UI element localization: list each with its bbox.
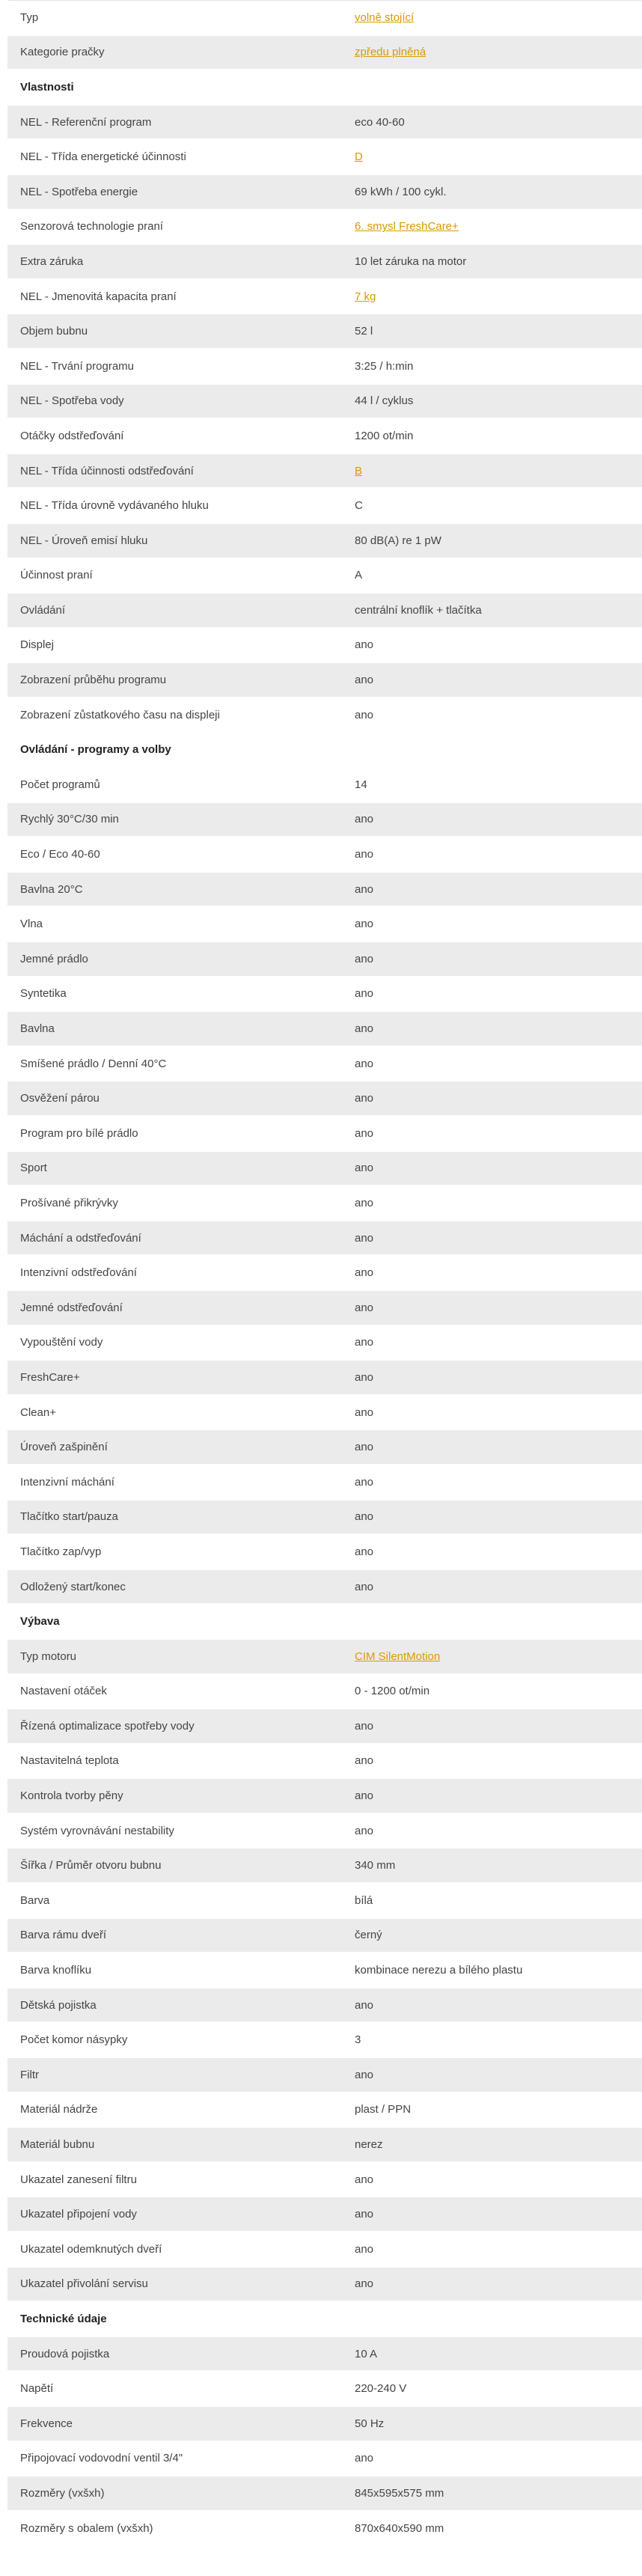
spec-value: 1200 ot/min [355,429,414,442]
spec-value: ano [355,1510,374,1524]
section-title: Technické údaje [20,2312,107,2325]
spec-label: Bavlna [20,1022,55,1036]
spec-value-link[interactable]: CIM SilentMotion [355,1649,441,1663]
spec-row [7,1814,642,1849]
spec-value [343,220,642,233]
spec-label: NEL - Třída energetické účinnosti [20,150,186,164]
spec-row [7,1570,642,1605]
spec-value: bílá [355,1893,373,1907]
spec-label: NEL - Trvání programu [20,359,134,373]
spec-label: Ukazatel zanesení filtru [20,2173,137,2186]
spec-value: 14 [355,778,367,791]
spec-row [7,559,642,594]
spec-row [7,2232,642,2268]
spec-row [7,1779,642,1814]
section-title: Výbava [20,1615,60,1629]
spec-label: Počet programů [20,778,100,791]
spec-label: Extra záruka [20,254,84,268]
spec-label: Prošívané přikrývky [20,1196,118,1209]
spec-row [7,2337,642,2372]
spec-row [7,1012,642,1047]
spec-row [7,1,642,36]
spec-value: ano [355,674,374,687]
spec-value: 69 kWh / 100 cykl. [355,185,447,198]
spec-row [7,2197,642,2232]
spec-label: Rychlý 30°C/30 min [20,813,119,826]
spec-label: Program pro bílé prádlo [20,1126,138,1140]
spec-value: 3 [355,2033,361,2047]
spec-row [7,2512,642,2547]
spec-row [7,663,642,698]
spec-label: Proudová pojistka [20,2347,110,2360]
spec-value [343,150,642,163]
spec-label: Kontrola tvorby pěny [20,1789,123,1803]
spec-label: Intenzivní odstřeďování [20,1266,137,1280]
spec-label: Frekvence [20,2417,73,2430]
spec-label: Barva [20,1893,50,1907]
spec-label: Rozměry (vxšxh) [20,2486,105,2500]
spec-value: A [355,569,363,582]
spec-value: ano [355,1092,374,1105]
spec-value [343,465,642,477]
spec-value: ano [355,2208,374,2221]
spec-row [7,1465,642,1501]
spec-row [7,2093,642,2128]
spec-label: Zobrazení průběhu programu [20,674,167,687]
spec-row [7,419,642,454]
spec-label: Smíšené prádlo / Denní 40°C [20,1057,167,1070]
spec-row [7,2023,642,2058]
spec-value-link[interactable]: D [355,150,363,164]
spec-value: ano [355,1162,374,1175]
spec-row [7,1501,642,1536]
spec-row [7,1953,642,1989]
spec-row [7,1640,642,1675]
spec-label: FreshCare+ [20,1370,80,1384]
spec-value [343,11,642,24]
spec-value-link[interactable]: 7 kg [355,290,376,303]
spec-value: ano [355,1475,374,1489]
spec-label: NEL - Úroveň emisí hluku [20,534,148,547]
spec-label: Typ [20,10,39,24]
spec-value: ano [355,1545,374,1558]
spec-label: Materiál bubnu [20,2138,95,2152]
spec-row [7,524,642,559]
spec-label: Tlačítko start/pauza [20,1510,118,1524]
spec-row [7,1430,642,1465]
spec-label: Kategorie pračky [20,46,105,59]
spec-label: Účinnost praní [20,569,93,582]
spec-row [7,489,642,524]
spec-value: ano [355,1580,374,1593]
spec-label: Máchání a odstřeďování [20,1231,141,1245]
spec-label: Materiál nádrže [20,2103,98,2116]
spec-label: Jemné odstřeďování [20,1301,123,1314]
spec-row [7,280,642,315]
spec-value: ano [355,1824,374,1837]
spec-value: ano [355,1789,374,1803]
spec-row [7,1047,642,1082]
spec-row [7,106,642,141]
spec-row [7,873,642,908]
spec-row [7,2407,642,2442]
spec-label: Systém vyrovnávání nestability [20,1824,174,1837]
spec-row [7,140,642,175]
spec-value: ano [355,848,374,861]
spec-label: NEL - Jmenovitá kapacita praní [20,290,177,303]
section-title: Ovládání - programy a volby [20,743,171,757]
spec-value: C [355,499,363,513]
spec-value: ano [355,708,374,721]
spec-label: NEL - Třída úrovně vydávaného hluku [20,499,209,513]
spec-value: centrální knoflík + tlačítka [355,603,482,617]
spec-label: Odložený start/konec [20,1580,126,1593]
spec-value: ano [355,2452,374,2465]
spec-value: 845x595x575 mm [355,2486,444,2500]
spec-row [7,1256,642,1291]
spec-label: Nastavitelná teplota [20,1754,119,1768]
spec-label: NEL - Třída účinnosti odstřeďování [20,464,194,477]
spec-label: Jemné prádlo [20,952,88,965]
spec-value: ano [355,1405,374,1419]
spec-label: Napětí [20,2382,54,2396]
spec-label: Tlačítko zap/vyp [20,1545,102,1558]
spec-value: ano [355,2173,374,2186]
spec-value: ano [355,1057,374,1070]
spec-label: Ukazatel odemknutých dveří [20,2242,162,2256]
spec-value: 870x640x590 mm [355,2521,444,2535]
spec-value: ano [355,1126,374,1140]
spec-row [7,698,642,733]
spec-label: Senzorová technologie praní [20,220,163,234]
spec-row [7,593,642,629]
spec-row [7,1919,642,1954]
section-header [7,733,642,768]
spec-value-link[interactable]: B [355,464,363,477]
spec-label: Sport [20,1162,47,1175]
spec-label: Eco / Eco 40-60 [20,848,100,861]
spec-row [7,2476,642,2512]
spec-value: ano [355,1266,374,1280]
spec-row [7,1745,642,1780]
spec-value: ano [355,952,374,965]
spec-row [7,2442,642,2477]
spec-value: 340 mm [355,1859,396,1873]
spec-row [7,768,642,803]
spec-label: Nastavení otáček [20,1685,107,1698]
spec-value [343,290,642,303]
section-header [7,70,642,106]
spec-value: 10 A [355,2347,378,2360]
spec-value: ano [355,1196,374,1209]
spec-value: 80 dB(A) re 1 pW [355,534,441,547]
spec-label: Úroveň zašpinění [20,1441,108,1454]
spec-value: ano [355,1754,374,1768]
spec-label: Clean+ [20,1405,56,1419]
spec-label: Rozměry s obalem (vxšxh) [20,2521,153,2535]
spec-value: 220-240 V [355,2382,407,2396]
spec-label: NEL - Spotřeba energie [20,185,138,198]
spec-label: Ovládání [20,603,66,617]
spec-value: 52 l [355,325,373,338]
spec-label: Bavlna 20°C [20,882,83,896]
spec-label: Syntetika [20,987,67,1001]
spec-row [7,837,642,873]
spec-row [7,1361,642,1396]
spec-label: Filtr [20,2068,39,2081]
spec-label: Ukazatel přivolání servisu [20,2277,148,2291]
spec-value: ano [355,1231,374,1245]
spec-row [7,1186,642,1221]
spec-value: černý [355,1929,382,1942]
spec-row [7,454,642,489]
spec-row [7,1989,642,2024]
spec-label: Vlna [20,918,43,931]
spec-value: ano [355,813,374,826]
spec-row [7,2128,642,2163]
spec-row [7,1152,642,1187]
spec-row [7,942,642,977]
spec-row [7,1709,642,1745]
spec-label: Řízená optimalizace spotřeby vody [20,1719,195,1733]
spec-value: eco 40-60 [355,115,405,129]
spec-row [7,1675,642,1710]
spec-label: Připojovací vodovodní ventil 3/4" [20,2452,183,2465]
spec-row [7,907,642,942]
spec-value-link[interactable]: zpředu plněná [355,46,427,59]
spec-value: plast / PPN [355,2103,412,2116]
spec-row [7,210,642,245]
section-header [7,1605,642,1640]
spec-label: Počet komor násypky [20,2033,128,2047]
spec-label: Barva rámu dveří [20,1929,107,1942]
spec-label: Typ motoru [20,1649,77,1663]
spec-value [343,46,642,58]
spec-row [7,350,642,385]
spec-row [7,385,642,420]
section-title: Vlastnosti [20,80,74,94]
specification-table [7,0,642,2546]
spec-value: ano [355,882,374,896]
spec-label: Displej [20,638,55,652]
spec-row [7,629,642,664]
spec-value: ano [355,1719,374,1733]
spec-value: ano [355,918,374,931]
spec-label: Otáčky odstřeďování [20,429,124,442]
spec-label: NEL - Referenční program [20,115,152,129]
spec-row [7,2058,642,2093]
spec-value: ano [355,1370,374,1384]
spec-label: Šířka / Průměr otvoru bubnu [20,1859,162,1873]
spec-row [7,1081,642,1117]
spec-value: ano [355,1998,374,2012]
spec-value-link[interactable]: volně stojící [355,10,415,24]
spec-row [7,1884,642,1919]
spec-label: Osvěžení párou [20,1092,100,1105]
spec-label: Ukazatel připojení vody [20,2208,137,2221]
spec-row [7,1326,642,1361]
spec-row [7,36,642,71]
spec-value: 10 let záruka na motor [355,254,467,268]
spec-label: Vypouštění vody [20,1336,103,1349]
spec-value: ano [355,1022,374,1036]
spec-value-link[interactable]: 6. smysl FreshCare+ [355,220,459,234]
spec-row [7,175,642,210]
spec-row [7,245,642,280]
spec-row [7,1849,642,1884]
spec-row [7,1291,642,1326]
spec-label: Barva knoflíku [20,1964,92,1977]
spec-row [7,977,642,1013]
spec-value: ano [355,2068,374,2081]
spec-value: ano [355,2277,374,2291]
spec-row [7,2163,642,2198]
spec-row [7,1535,642,1570]
spec-value: 3:25 / h:min [355,359,414,373]
spec-label: Zobrazení zůstatkového času na displeji [20,708,220,721]
spec-row [7,1221,642,1257]
spec-row [7,1396,642,1431]
spec-value: 44 l / cyklus [355,394,414,408]
spec-value: ano [355,1301,374,1314]
spec-value: 50 Hz [355,2417,385,2430]
spec-label: Intenzivní máchání [20,1475,114,1489]
spec-value: ano [355,1441,374,1454]
spec-label: NEL - Spotřeba vody [20,394,124,408]
spec-value: kombinace nerezu a bílého plastu [355,1964,523,1977]
spec-label: Objem bubnu [20,325,88,338]
spec-value: ano [355,1336,374,1349]
spec-row [7,2268,642,2303]
spec-value: nerez [355,2138,383,2152]
spec-row [7,803,642,838]
spec-label: Dětská pojistka [20,1998,97,2012]
spec-value: ano [355,638,374,652]
section-header [7,2302,642,2337]
spec-row [7,2372,642,2407]
spec-value: ano [355,2242,374,2256]
spec-value: ano [355,987,374,1001]
spec-row [7,1117,642,1152]
spec-row [7,314,642,350]
spec-value: 0 - 1200 ot/min [355,1685,430,1698]
spec-value [343,1650,642,1663]
